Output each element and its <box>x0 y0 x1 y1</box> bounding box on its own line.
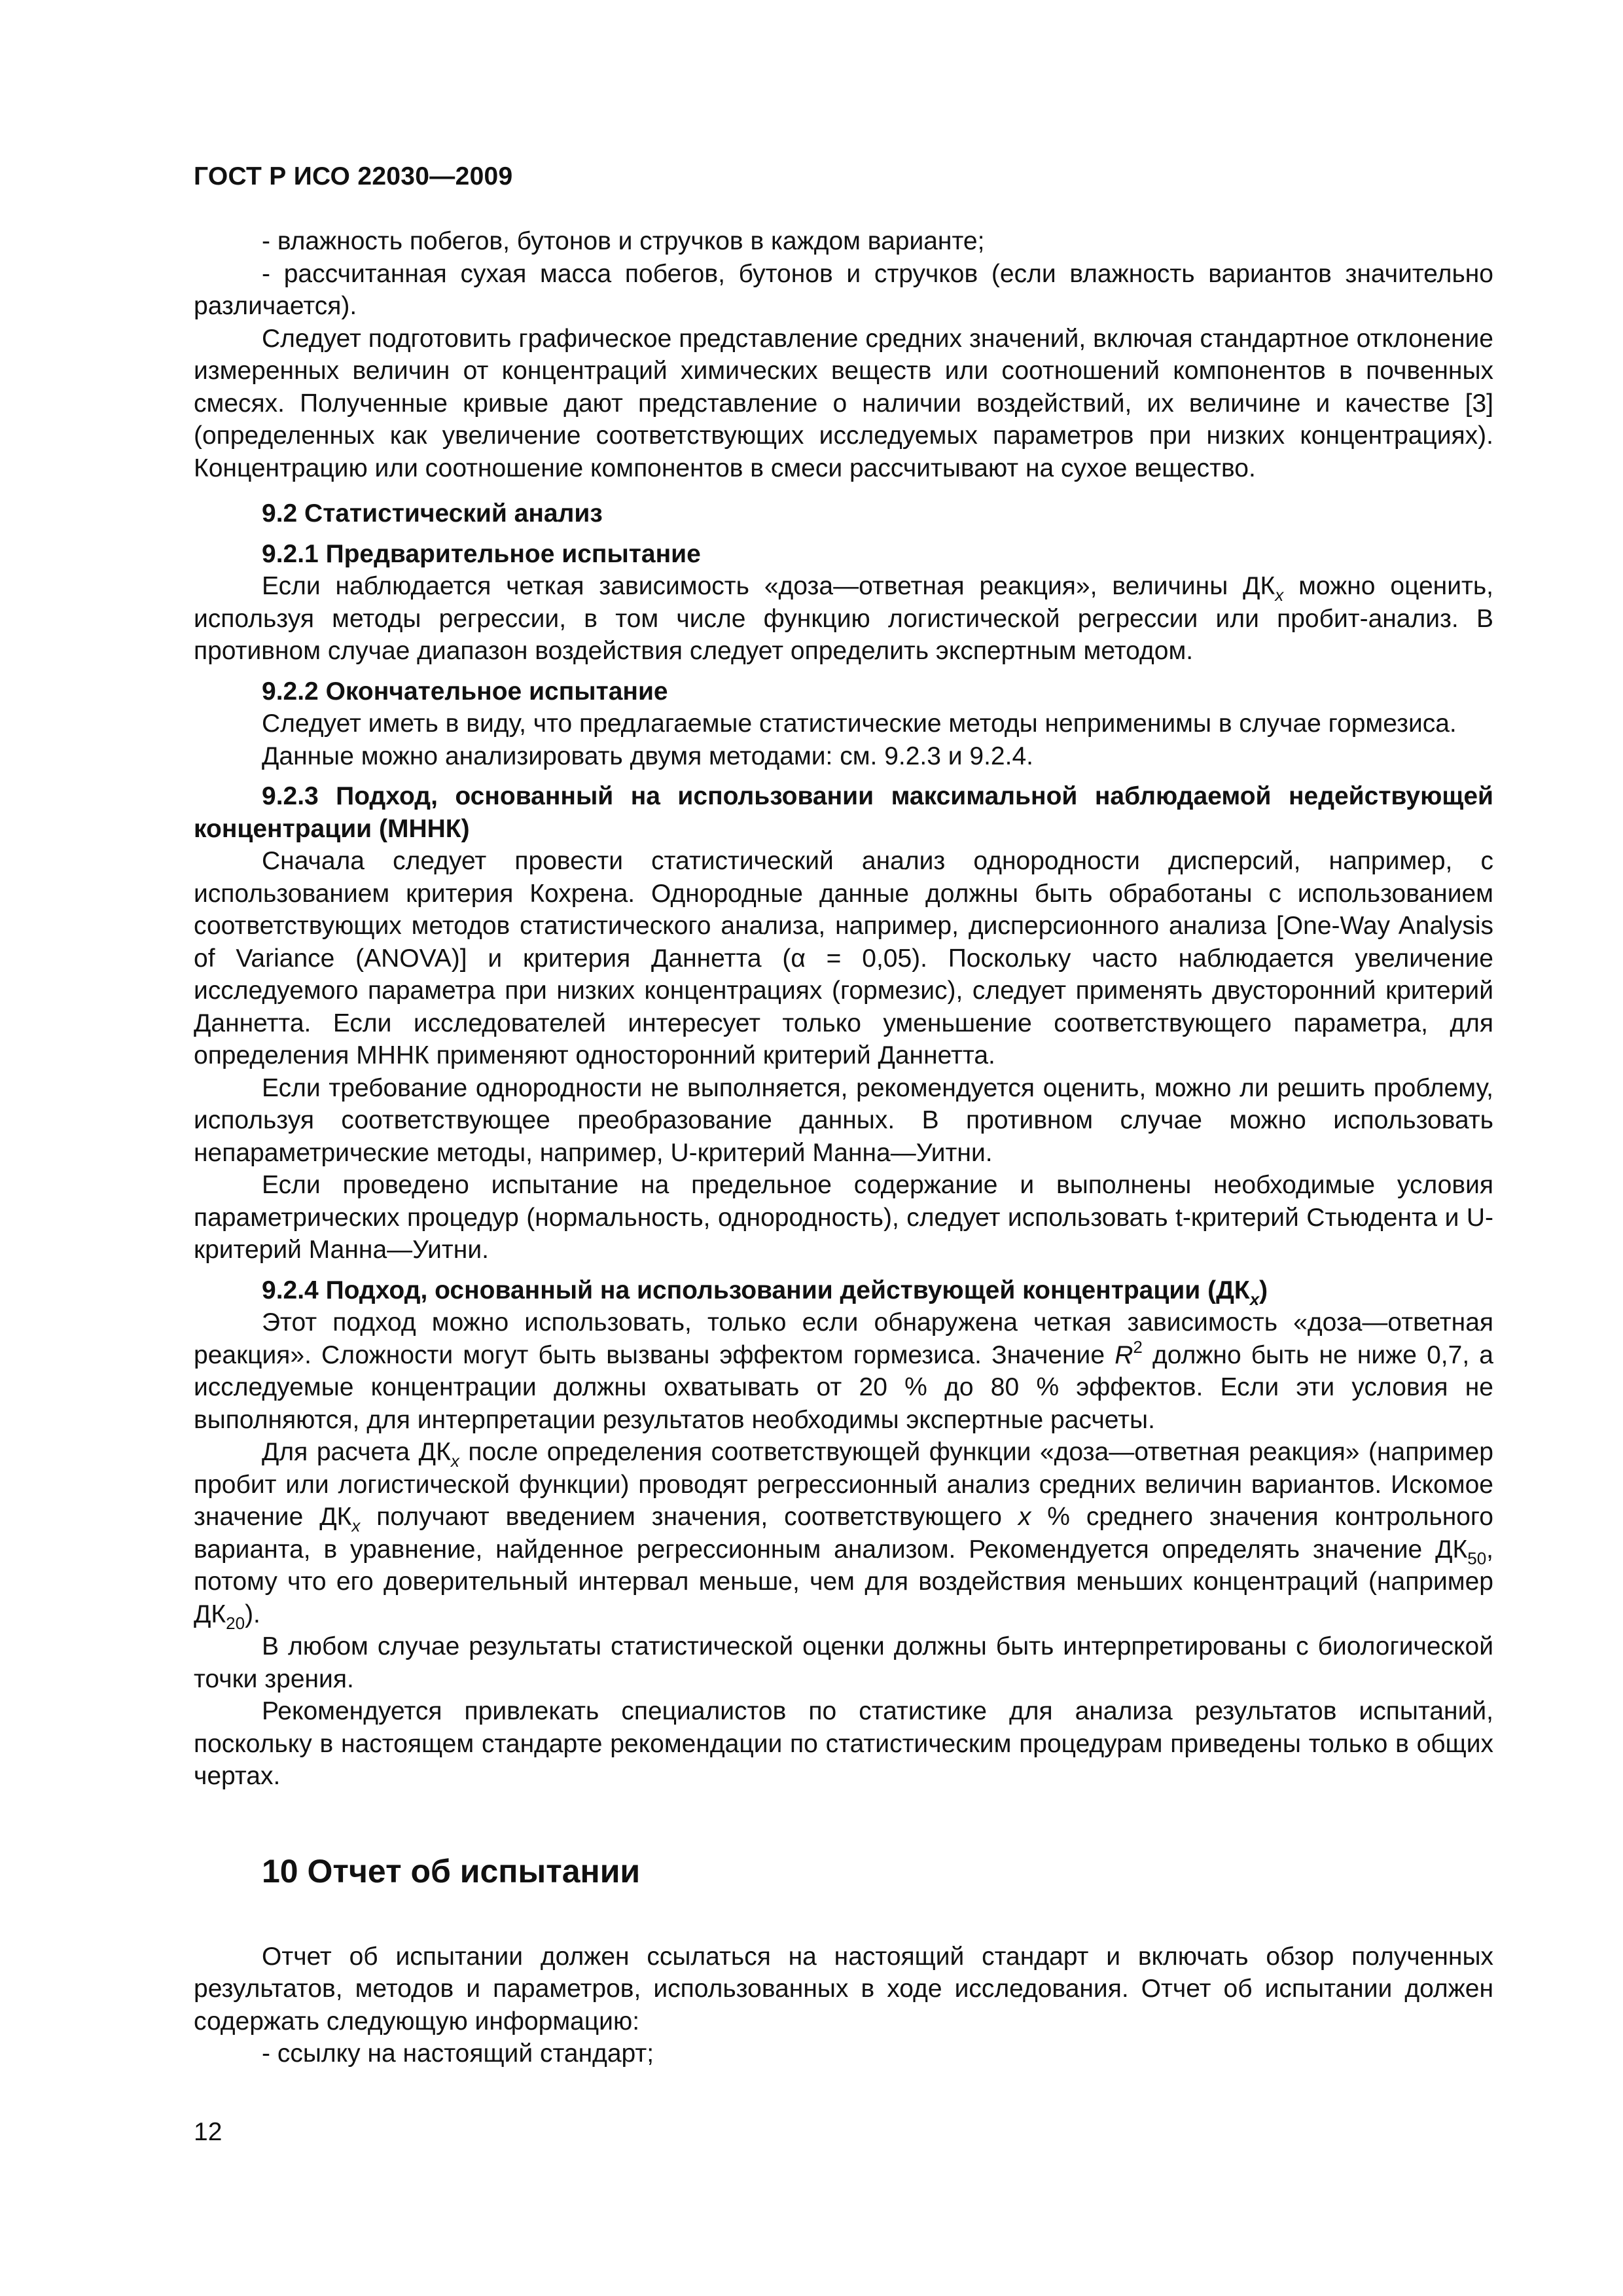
list-item-standard-ref: - ссылку на настоящий стандарт; <box>262 2039 654 2068</box>
paragraph-9-2-3-a: Сначала следует провести статистический анализ однородности дисперсий, например, с использованием критерия Кохрена. Однородные данные должны быть обработаны с использованием соответствующих методов статистического анализа, например, дисперсионного анализа [One-Way Analysis of Variance (ANOVA)] и критерия Даннетта (α = 0,05). Поскольку часто наблюдается увеличение исследуемого параметра при низких концентрациях (гормезис), следует применять двусторонний критерий Даннетта. Если исследователей интересует только уменьшение соответствующего параметра, для определения МННК применяют односторонний критерий Даннетта. <box>194 847 1493 1069</box>
section-heading-9-2-3: 9.2.3 Подход, основанный на использовании максимальной наблюдаемой недействующей концентрации (МННК) <box>194 782 1493 843</box>
section-heading-9-2-2: 9.2.2 Окончательное испытание <box>262 677 668 706</box>
page-number: 12 <box>194 2118 223 2146</box>
document-header: ГОСТ Р ИСО 22030—2009 <box>194 162 513 190</box>
alpha-symbol: α <box>791 944 806 973</box>
paragraph-9-2-4-b: Для расчета $ДК_x$ после определения соответствующей функции «доза—ответная реакция» (например пробит или логистической функции) проводят регрессионный анализ средних величин вариантов. Искомое значение $ДК_x$ получают введением значения, соответствующего x % среднего значения контрольного варианта, в уравнение, найденное регрессионным анализом. Рекомендуется определять значение $ДК_{50}$, потому что его доверительный интервал меньше, чем для воздействия меньших концентраций (например $ДК_{20}$). <box>194 1438 1493 1633</box>
document-body <box>194 225 1493 2070</box>
paragraph-9-2-4-d: Рекомендуется привлекать специалистов по статистике для анализа результатов испытаний, поскольку в настоящем стандарте рекомендации по статистическим процедурам приведены только в общих чертах. <box>194 1697 1493 1790</box>
paragraph-9-2-1: Если наблюдается четкая зависимость «доза—ответная реакция», величины $ДК_x$ можно оценить, используя методы регрессии, в том числе функцию логистической регрессии или пробит-анализ. В противном случае диапазон воздействия следует определить экспертным методом. <box>194 572 1493 665</box>
list-item-dry-mass: - рассчитанная сухая масса побегов, бутонов и стручков (если влажность вариантов значительно различается). <box>194 259 1493 320</box>
section-heading-9-2: 9.2 Статистический анализ <box>262 499 603 528</box>
section-heading-9-2-1: 9.2.1 Предварительное испытание <box>262 539 701 568</box>
paragraph-graph: Следует подготовить графическое представление средних значений, включая стандартное отклонение измеренных величин от концентраций химических веществ или соотношений компонентов в почвенных смесях. Полученные кривые дают представление о наличии воздействий, их величине и качестве [3] (определенных как увеличение соответствующих исследуемых параметров при низких концентрациях). Концентрацию или соотношение компонентов в смеси рассчитывают на сухое вещество. <box>194 324 1493 482</box>
paragraph-9-2-2-b: Данные можно анализировать двумя методами: см. 9.2.3 и 9.2.4. <box>262 742 1033 770</box>
paragraph-9-2-3-b: Если требование однородности не выполняется, рекомендуется оценить, можно ли решить проблему, используя соответствующее преобразование данных. В противном случае можно использовать непараметрические методы, например, U-критерий Манна—Уитни. <box>194 1073 1493 1167</box>
paragraph-9-2-4-a: Этот подход можно использовать, только если обнаружена четкая зависимость «доза—ответная реакция». Сложности могут быть вызваны эффектом гормезиса. Значение $R^2$ должно быть не ниже 0,7, а исследуемые концентрации должны охватывать от 20 % до 80 % эффектов. Если эти условия не выполняются, для интерпретации результатов необходимы экспертные расчеты. <box>194 1308 1493 1434</box>
section-heading-10: 10 Отчет об испытании <box>262 1852 641 1890</box>
paragraph-9-2-2-a: Следует иметь в виду, что предлагаемые статистические методы неприменимы в случае гормезиса. <box>262 709 1457 738</box>
list-item-moisture: - влажность побегов, бутонов и стручков в каждом варианте; <box>262 227 985 255</box>
paragraph-9-2-3-c: Если проведено испытание на предельное содержание и выполнены необходимые условия параметрических процедур (нормальность, однородность), следует использовать t-критерий Стьюдента и U-критерий Манна—Уитни. <box>194 1171 1493 1264</box>
paragraph-10: Отчет об испытании должен ссылаться на настоящий стандарт и включать обзор полученных результатов, методов и параметров, использованных в ходе исследования. Отчет об испытании должен содержать следующую информацию: <box>194 1942 1493 2036</box>
paragraph-9-2-4-c: В любом случае результаты статистической оценки должны быть интерпретированы с биологической точки зрения. <box>194 1632 1493 1693</box>
section-heading-9-2-4: 9.2.4 Подход, основанный на использовании действующей концентрации $(ДК_x)$ <box>262 1276 1268 1309</box>
